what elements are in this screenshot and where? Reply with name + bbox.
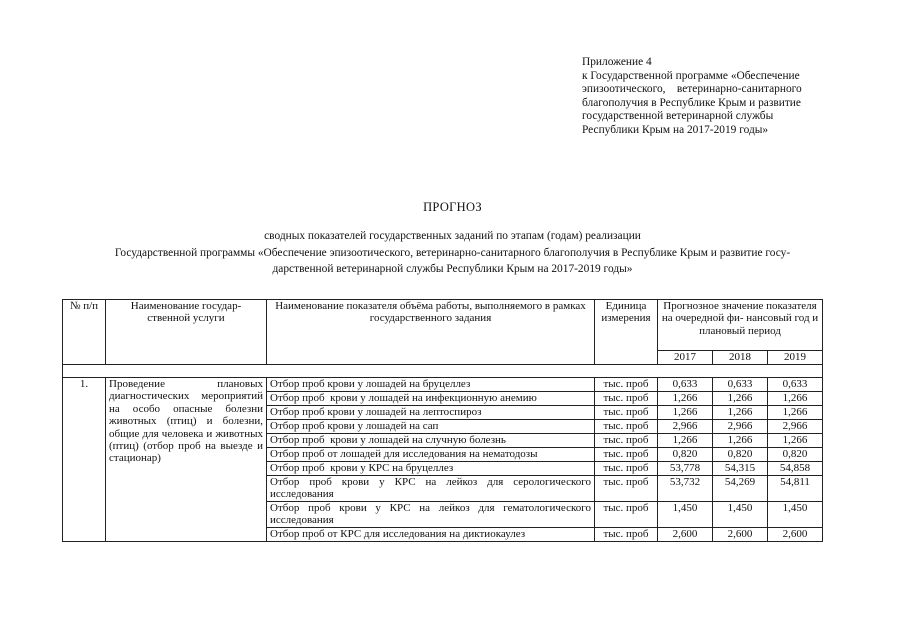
appendix-line: благополучия в Республике Крым и развитие [582, 96, 801, 109]
value-2018: 2,600 [713, 527, 768, 541]
value-2017: 0,633 [658, 378, 713, 392]
indicator-cell: Отбор проб крови у лошадей на лептоспироз [267, 406, 595, 420]
document-subtitle [60, 228, 845, 278]
value-2019: 54,858 [768, 462, 823, 476]
value-2019: 1,450 [768, 501, 823, 527]
value-2018: 1,266 [713, 434, 768, 448]
value-2018: 54,315 [713, 462, 768, 476]
value-2019: 1,266 [768, 434, 823, 448]
indicator-cell: Отбор проб крови у лошадей на сап [267, 420, 595, 434]
header-year-2017: 2017 [658, 351, 713, 365]
unit-cell: тыс. проб [595, 527, 658, 541]
unit-cell: тыс. проб [595, 434, 658, 448]
value-2019: 54,811 [768, 476, 823, 502]
row-number: 1. [63, 378, 106, 542]
indicator-cell: Отбор проб крови у лошадей на бруцеллез [267, 378, 595, 392]
value-2017: 1,266 [658, 434, 713, 448]
value-2019: 2,600 [768, 527, 823, 541]
indicator-cell: Отбор проб от КРС для исследования на диктиокаулез [267, 527, 595, 541]
value-2019: 1,266 [768, 406, 823, 420]
value-2018: 1,266 [713, 392, 768, 406]
value-2017: 1,450 [658, 501, 713, 527]
value-2018: 1,450 [713, 501, 768, 527]
header-num: № п/п [63, 300, 106, 365]
unit-cell: тыс. проб [595, 476, 658, 502]
unit-cell: тыс. проб [595, 392, 658, 406]
unit-cell: тыс. проб [595, 501, 658, 527]
unit-cell: тыс. проб [595, 462, 658, 476]
indicator-cell: Отбор проб от лошадей для исследования на нематодозы [267, 448, 595, 462]
value-2018: 0,820 [713, 448, 768, 462]
unit-cell: тыс. проб [595, 448, 658, 462]
subtitle-line: сводных показателей государственных заданий по этапам (годам) реализации [264, 230, 641, 242]
value-2017: 53,778 [658, 462, 713, 476]
subtitle-line: Государственной программы «Обеспечение эпизоотического, ветеринарно-санитарного благополучия в Республике Крым и развитие госу- [114, 246, 791, 259]
value-2019: 0,633 [768, 378, 823, 392]
header-year-2019: 2019 [768, 351, 823, 365]
appendix-block [582, 56, 832, 138]
header-forecast: Прогнозное значение показателя на очередной фи- нансовый год и плановый период [658, 300, 823, 351]
unit-cell: тыс. проб [595, 420, 658, 434]
appendix-line: Республики Крым на 2017-2019 годы» [582, 123, 769, 136]
indicator-cell: Отбор проб крови у КРС на лейкоз для гематологического исследования [267, 501, 595, 527]
header-service: Наименование государ- ственной услуги [106, 300, 267, 365]
indicator-cell: Отбор проб крови у лошадей на инфекционную анемию [267, 392, 595, 406]
indicator-cell: Отбор проб крови у КРС на лейкоз для серологического исследования [267, 476, 595, 502]
indicator-cell: Отбор проб крови у КРС на бруцеллез [267, 462, 595, 476]
value-2018: 0,633 [713, 378, 768, 392]
appendix-line: к Государственной программе «Обеспечение [582, 69, 800, 82]
value-2018: 54,269 [713, 476, 768, 502]
value-2018: 2,966 [713, 420, 768, 434]
value-2019: 0,820 [768, 448, 823, 462]
unit-cell: тыс. проб [595, 378, 658, 392]
subtitle-line: дарственной ветеринарной службы Республики Крым на 2017-2019 годы» [272, 263, 633, 275]
table-row [63, 378, 823, 392]
value-2019: 2,966 [768, 420, 823, 434]
value-2017: 0,820 [658, 448, 713, 462]
forecast-table [62, 299, 823, 542]
appendix-line: Приложение 4 [582, 56, 652, 68]
header-unit: Единица измерения [595, 300, 658, 365]
value-2017: 53,732 [658, 476, 713, 502]
header-year-2018: 2018 [713, 351, 768, 365]
document-title: ПРОГНОЗ [423, 200, 482, 214]
value-2019: 1,266 [768, 392, 823, 406]
unit-cell: тыс. проб [595, 406, 658, 420]
value-2017: 1,266 [658, 392, 713, 406]
value-2017: 2,600 [658, 527, 713, 541]
service-name: Проведение плановых диагностических мероприятий на особо опасные болезни животных (птиц) и болезни, общие для человека и животных (птиц) (отбор проб на выезде и стационар) [106, 378, 267, 542]
value-2017: 1,266 [658, 406, 713, 420]
appendix-line: государственной ветеринарной службы [582, 110, 774, 123]
value-2017: 2,966 [658, 420, 713, 434]
appendix-line: эпизоотического, ветеринарно-санитарного [582, 83, 802, 96]
indicator-cell: Отбор проб крови у лошадей на случную болезнь [267, 434, 595, 448]
value-2018: 1,266 [713, 406, 768, 420]
table-spacer-row [63, 365, 823, 378]
table-header-row [63, 300, 823, 351]
header-indicator: Наименование показателя объёма работы, выполняемого в рамках государственного задания [267, 300, 595, 365]
